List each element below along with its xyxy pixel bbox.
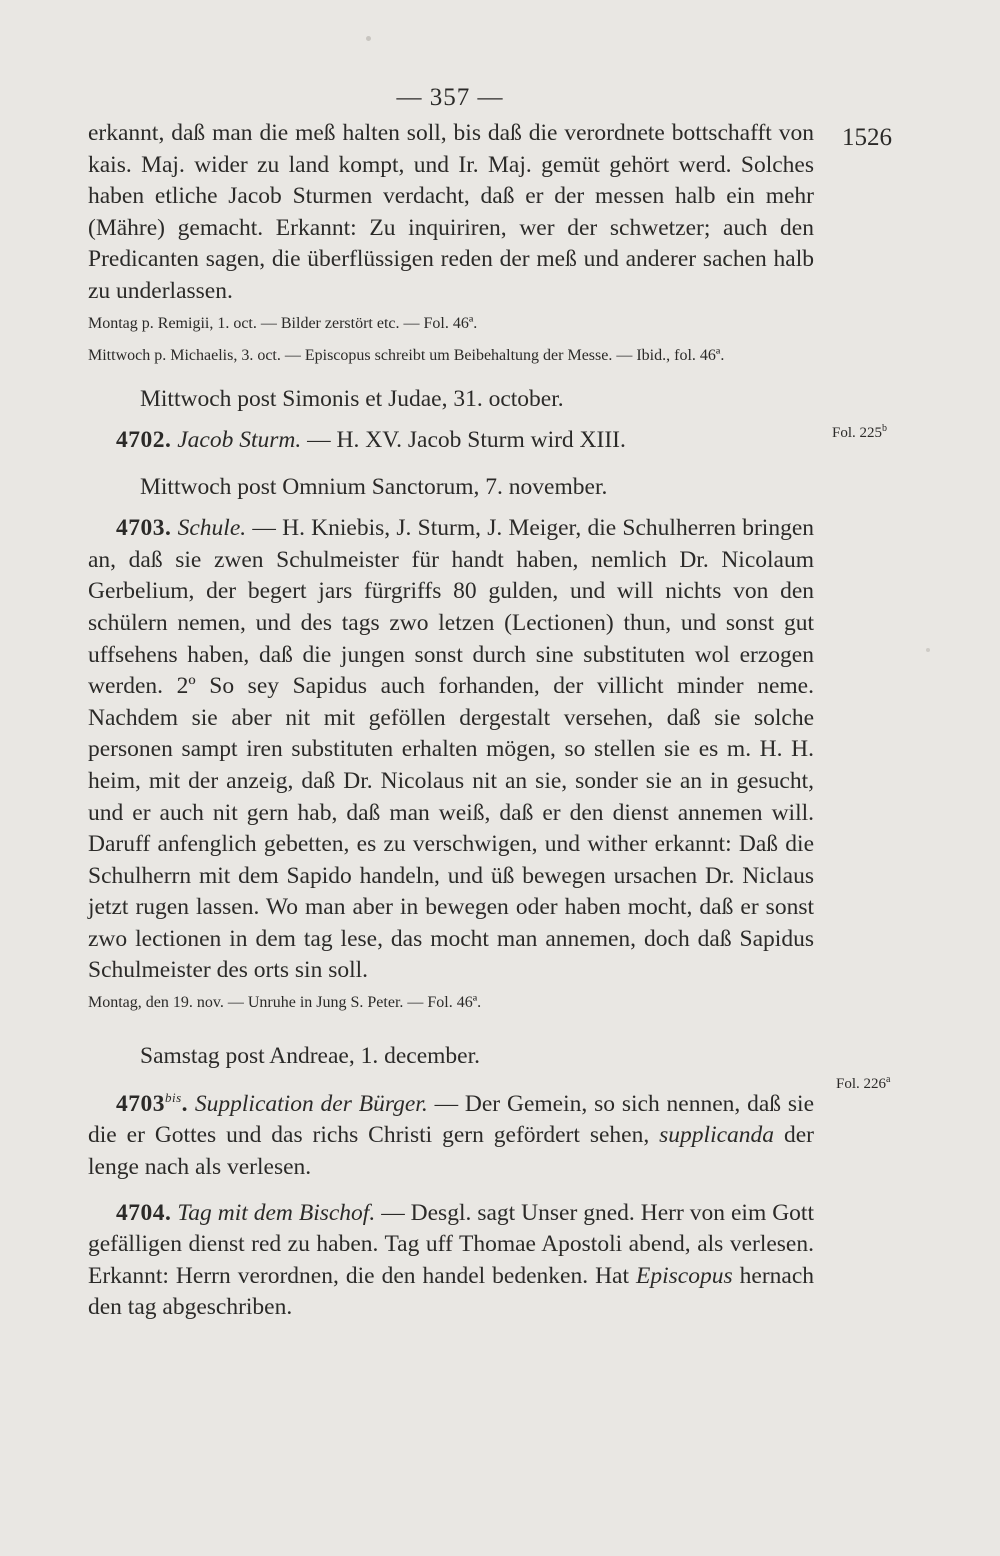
margin-folio-note — [832, 423, 887, 442]
entry-title: Schule. — [177, 515, 247, 542]
entry-number: 4702. — [116, 426, 172, 453]
footnote-jung-s-peter: Montag, den 19. nov. — Unruhe in Jung S. Peter. — Fol. 46ª. — [88, 994, 482, 1012]
entry-italic-word: Episcopus — [636, 1262, 733, 1289]
footnote-michaelis: Mittwoch p. Michaelis, 3. oct. — Episcopus schreibt um Beibehaltung der Messe. — Ibid., fol. 46ª. — [88, 346, 725, 364]
ink-dot — [366, 36, 371, 41]
entry-text: — Der Gemein, so sich nennen, daß sie die er Gottes und das richs Christi gern gefördert sehen, — [88, 1090, 815, 1149]
entry-number: 4704. — [116, 1199, 172, 1226]
entry-4703 — [88, 513, 814, 987]
margin-year: 1526 — [842, 124, 892, 151]
entry-text: hernach den tag abgeschriben. — [88, 1262, 815, 1321]
margin-folio-label: Fol. 225 — [832, 425, 883, 441]
entry-4703bis — [88, 1082, 814, 1184]
entry-title: Tag mit dem Bischof. — [177, 1199, 376, 1226]
margin-folio-sup: b — [882, 423, 888, 434]
entry-number: 4703. — [116, 515, 172, 542]
entry-text: — Desgl. sagt Unser gned. Herr von eim Gott gefälligen dienst red zu haben. Tag uff Thomae Apostoli abend, als verlesen. Erkannt: Herrn verordnen, die den handel bedenken. Hat — [88, 1199, 814, 1289]
entry-number: $4703^{bis}$. — [116, 1090, 189, 1117]
entry-number-suffix: bis — [165, 1090, 182, 1106]
margin-folio-label: Fol. 226 — [836, 1076, 887, 1092]
date-heading: Mittwoch post Simonis et Judae, 31. october. — [140, 385, 564, 412]
date-heading: Mittwoch post Omnium Sanctorum, 7. november. — [140, 474, 608, 501]
entry-title: Jacob Sturm. — [177, 426, 302, 453]
entry-4702 — [88, 425, 814, 457]
entry-text: — H. Kniebis, J. Sturm, J. Meiger, die Schulherren bringen an, daß sie zwen Schulmeister für handt haben, nemlich Dr. Nicolaum Gerbelium, der begert jars fürgriffs 80 gulden, und will nichts von den schülern nemen, und des tags zwo letzen (Lectionen) thun, und sonst gut uffsehens haben, daß die jungen sonst durch sine substituten wol erzogen werden. 2º So sey Sapidus auch forhanden, der villicht minder neme. Nachdem sie aber nit mit geföllen dergestalt versehen, daß sie solche personen sampt iren substituten erhalten mögen, so stellen sie es m. H. H. heim, mit der anzeig, daß Dr. Nicolaus nit an sie, sonder sie an in gesucht, und er auch nit gern hab, daß man weiß, daß er den dienst annemen will. Daruff anfenglich gebetten, es zu verschwigen, und wither erkannt: Daß die Schulherrn mit dem Sapido handeln, und üß bewegen ursachen Dr. Niclaus jetzt rugen lassen. Wo man aber in bewegen oder haben mocht, daß er sonst zwo lectionen in dem tag lese, das mocht man annemen, doch daß Sapidus Schulmeister des orts sin soll. — [88, 515, 814, 984]
margin-folio-note — [836, 1074, 890, 1093]
entry-text: der lenge nach als verlesen. — [88, 1122, 814, 1181]
margin-folio-sup: a — [886, 1074, 891, 1085]
date-heading: Samstag post Andreae, 1. december. — [140, 1043, 481, 1070]
entry-4704 — [88, 1198, 814, 1324]
intro-paragraph: erkannt, daß man die meß halten soll, bis daß die verordnete bottschafft von kais. Maj. wider zu land kompt, und Ir. Maj. gemüt gehört werd. Solches haben etliche Jacob Sturmen verdacht, daß er der messen halb ein mehr (Mähre) gemacht. Erkannt: Zu inquiriren, wer der schwetzer; auch den Predicanten sagen, die überflüssigen reden der meß und anderer sachen halb zu underlassen. — [88, 120, 814, 304]
entry-title: Supplication der Bürger. — [194, 1090, 428, 1117]
ink-dot — [926, 648, 930, 652]
page-number: — 357 — — [396, 84, 504, 111]
main-text — [88, 118, 814, 1324]
footnote-remigii: Montag p. Remigii, 1. oct. — Bilder zerstört etc. — Fol. 46ª. — [88, 314, 478, 332]
entry-text: — H. XV. Jacob Sturm wird XIII. — [307, 426, 626, 453]
entry-italic-word: supplicanda — [659, 1122, 775, 1149]
